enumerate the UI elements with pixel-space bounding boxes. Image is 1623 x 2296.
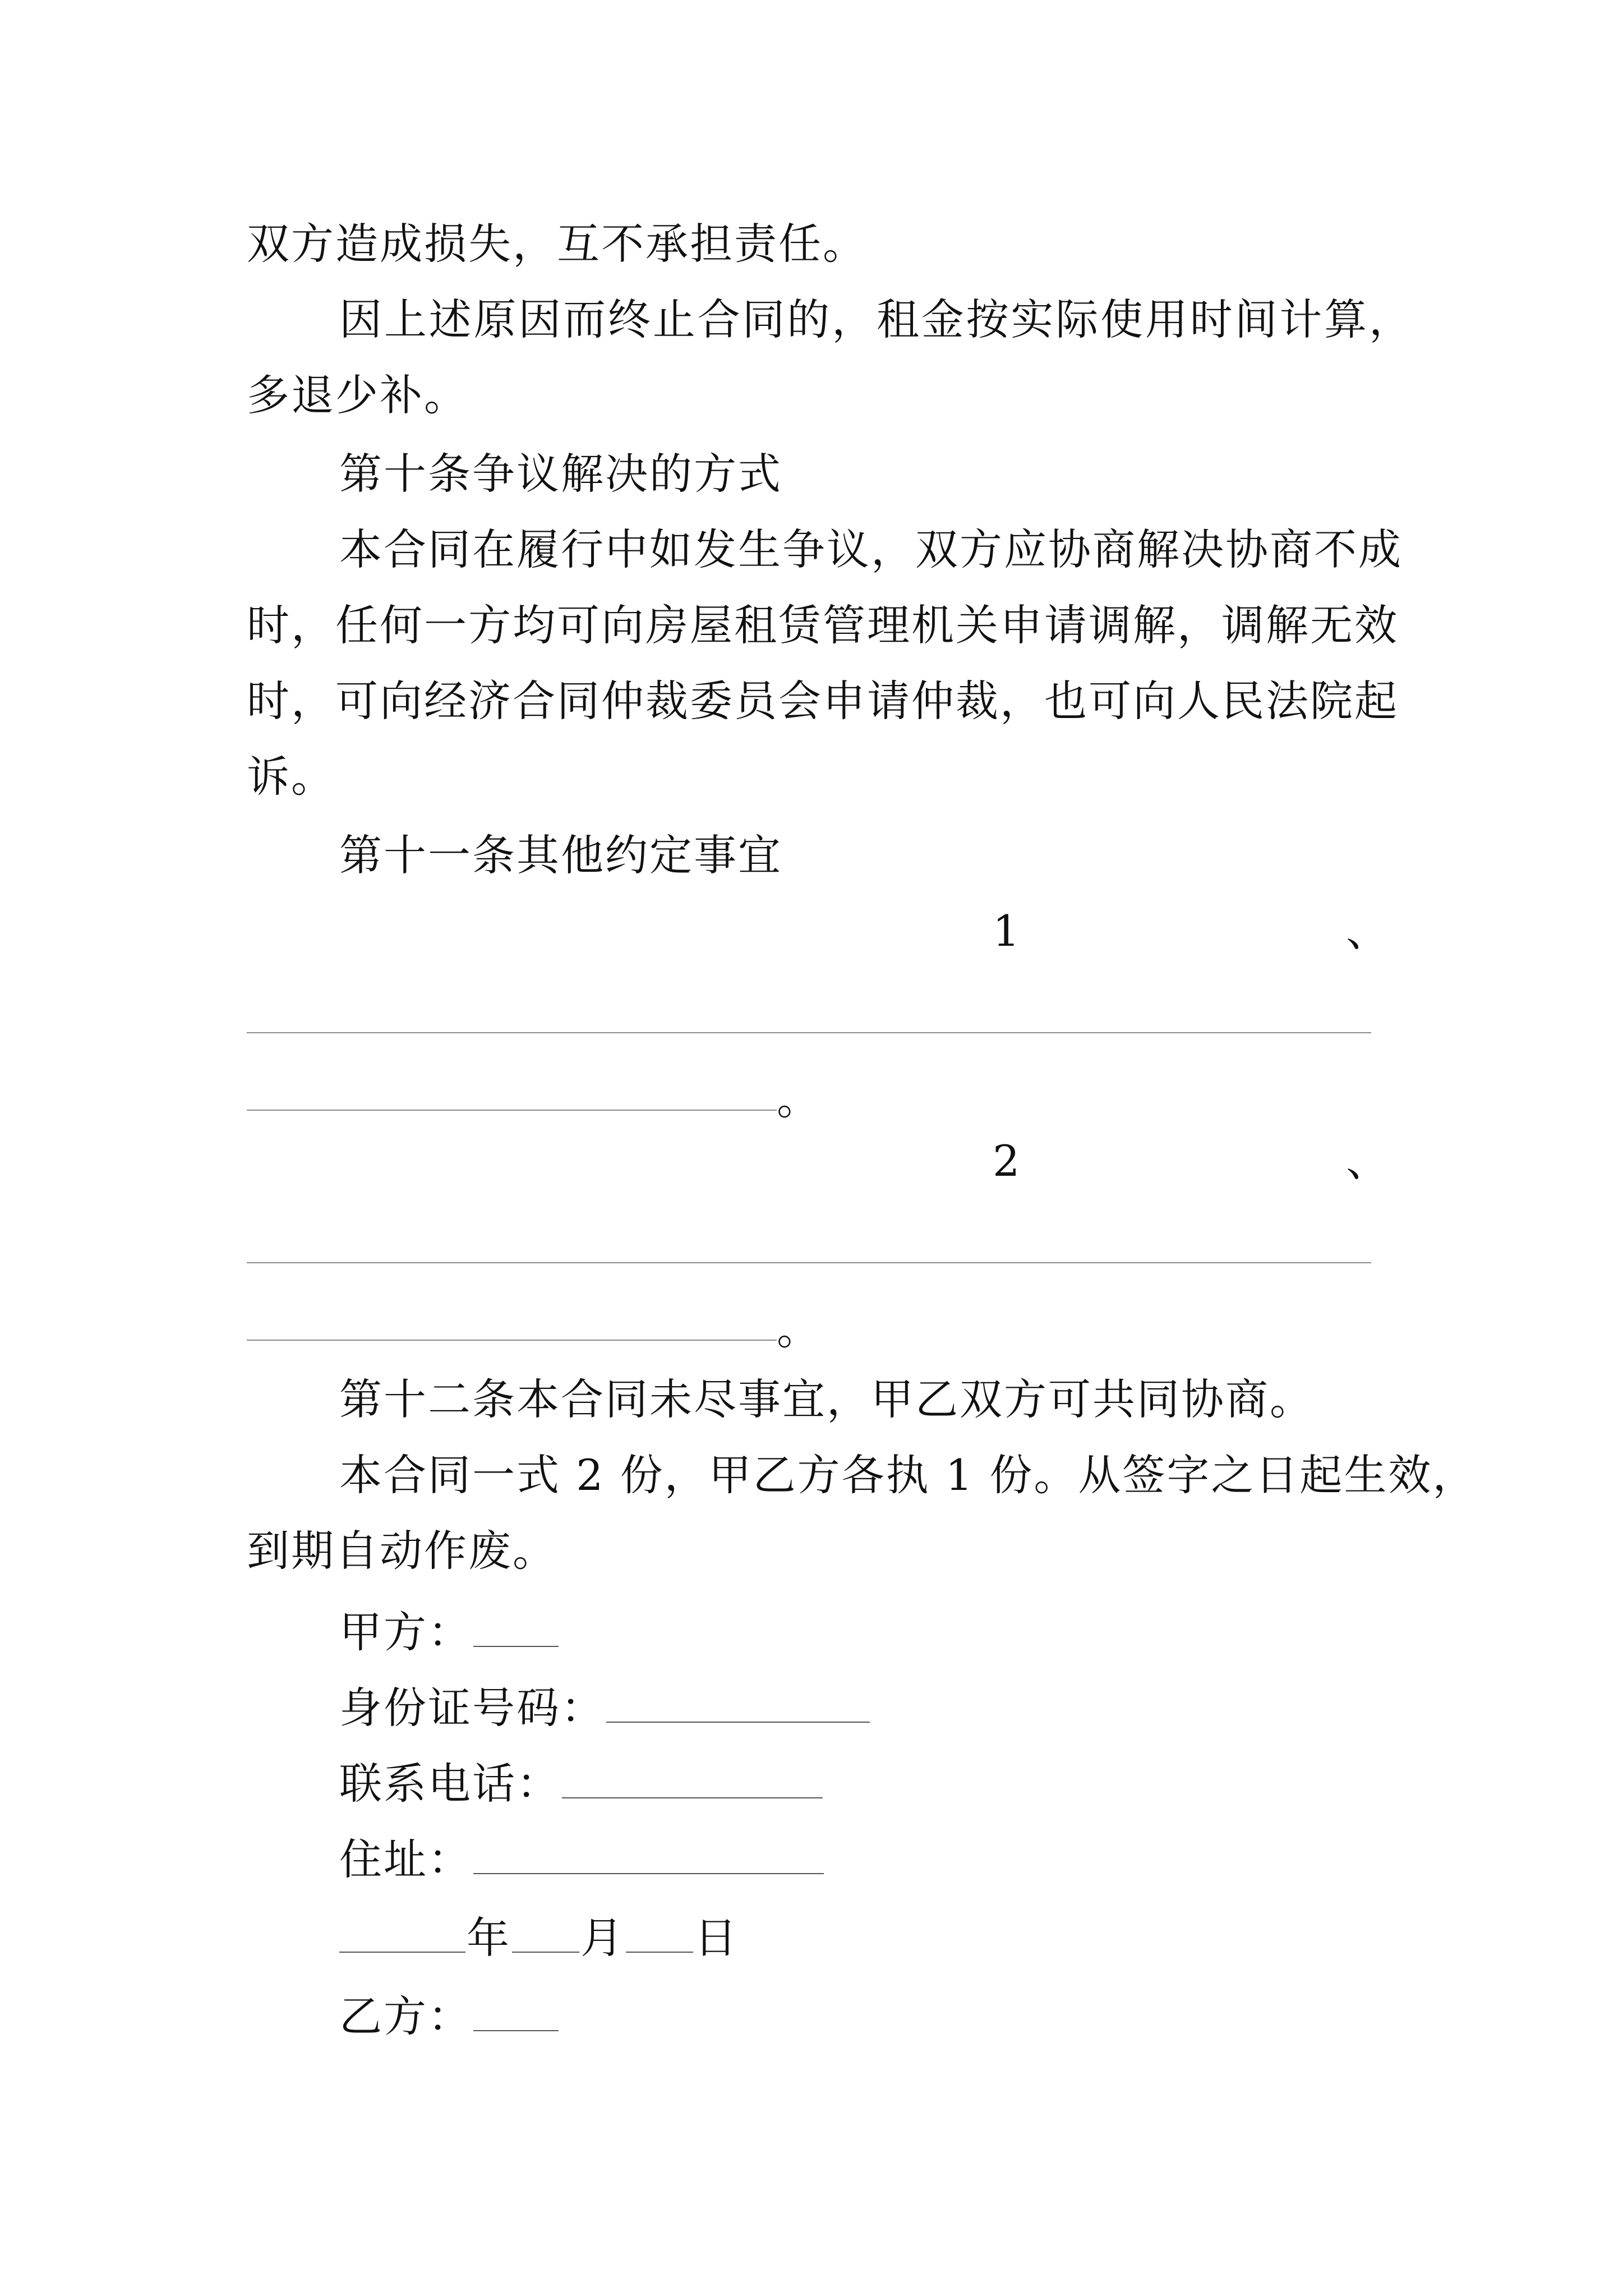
item-1-end: 。 [777, 1074, 821, 1124]
phone-blank [562, 1763, 823, 1798]
fill-in-line [247, 1110, 777, 1111]
article-11-title: 第十一条其他约定事宜 [339, 830, 782, 880]
address-label: 住址： [339, 1834, 472, 1884]
paragraph-line: 到期自动作废。 [247, 1526, 557, 1576]
fill-in-line [247, 1262, 1371, 1263]
phone-row [339, 1756, 824, 1812]
address-blank [473, 1838, 824, 1874]
year-blank [339, 1917, 465, 1953]
item-2-mark: 、 [1346, 1136, 1390, 1186]
id-number-row [339, 1680, 871, 1736]
month-blank [512, 1917, 579, 1953]
phone-label: 联系电话： [339, 1759, 561, 1809]
day-label: 日 [694, 1913, 739, 1963]
item-1-number: 1 [993, 906, 1022, 956]
party-b-blank [473, 1995, 559, 2031]
item-1-mark: 、 [1346, 906, 1390, 956]
party-b-label: 乙方： [339, 1991, 472, 2041]
paragraph-line: 本合同在履行中如发生争议，双方应协商解决协商不成 [339, 524, 1403, 574]
fill-in-line [247, 1340, 777, 1341]
month-label: 月 [580, 1913, 625, 1963]
day-blank [626, 1917, 693, 1953]
paragraph-line: 时，可向经济合同仲裁委员会申请仲裁，也可向人民法院起 [247, 676, 1399, 726]
paragraph-line: 双方造成损失，互不承担责任。 [247, 219, 867, 269]
paragraph-line: 时，任何一方均可向房屋租赁管理机关申请调解，调解无效 [247, 600, 1399, 650]
paragraph-line: 因上述原因而终止合同的，租金按实际使用时间计算， [339, 295, 1413, 344]
year-label: 年 [467, 1913, 511, 1963]
id-number-label: 身份证号码： [339, 1683, 605, 1733]
paragraph-line: 诉。 [247, 752, 335, 802]
item-2-number: 2 [993, 1136, 1022, 1186]
paragraph-line: 多退少补。 [247, 370, 468, 420]
paragraph-line: 本合同一式 2 份，甲乙方各执 1 份。从签字之日起生效， [339, 1450, 1477, 1500]
party-a-row [339, 1604, 560, 1660]
fill-in-line [247, 1032, 1371, 1033]
item-2-end: 。 [777, 1304, 821, 1354]
address-row [339, 1832, 825, 1888]
article-10-title: 第十条争议解决的方式 [339, 449, 782, 499]
party-a-blank [473, 1611, 559, 1647]
party-a-label: 甲方： [339, 1607, 472, 1657]
date-row [339, 1910, 739, 1966]
id-number-blank [606, 1687, 870, 1723]
article-12: 第十二条本合同未尽事宜，甲乙双方可共同协商。 [339, 1374, 1314, 1424]
party-b-row [339, 1989, 560, 2045]
